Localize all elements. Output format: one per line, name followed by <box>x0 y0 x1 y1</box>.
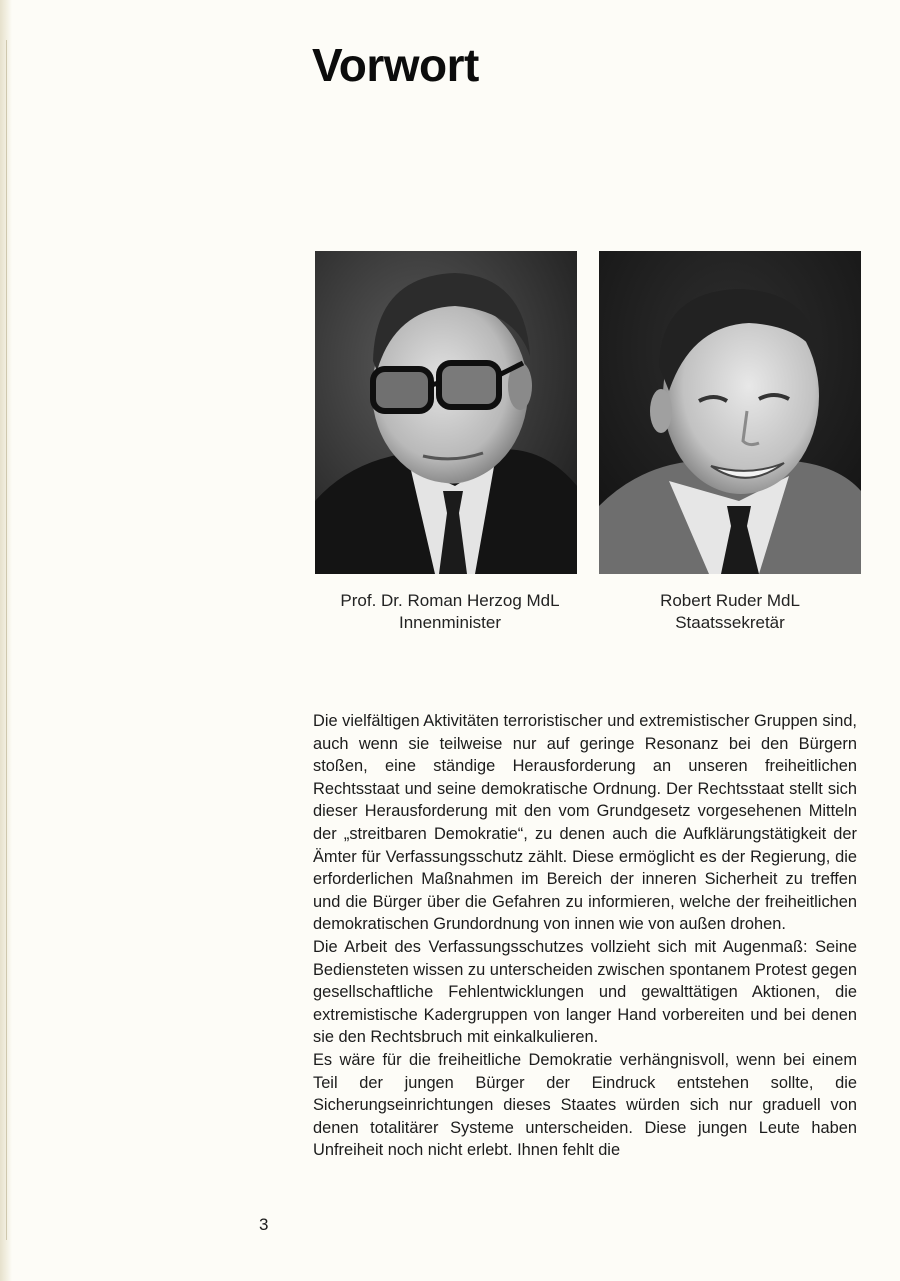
portrait-role: Innenminister <box>398 613 502 632</box>
paragraph: Die vielfältigen Aktivitäten terroristischer und extremistischer Gruppen sind, auch wenn sie teilweise nur auf geringe Resonanz bei den Bürgern stoßen, eine ständige Herausforderung an unseren freiheitlichen Rechtsstaat und seine demokratische Ordnung. Der Rechtsstaat stellt sich dieser Herausforderung mit den vom Grundgesetz vorgesehenen Mitteln der „streitbaren Demokratie“, zu denen auch die Aufklärungstätigkeit der Ämter für Verfassungsschutz zählt. Diese ermöglicht es der Regierung, die erforderlichen Maßnahmen im Bereich der inneren Sicherheit zu treffen und die Bürger über die Gefahren zu informieren, welche der freiheitlichen demokratischen Grundordnung von innen wie von außen drohen. <box>313 712 857 934</box>
page-title: Vorwort <box>312 39 479 91</box>
paragraph: Es wäre für die freiheitliche Demokratie verhängnisvoll, wenn bei einem Teil der jungen Bürger der Eindruck entstehen sollte, die Sicherungseinrichtungen dieses Staates würden sich nur graduell von denen totalitärer Systeme unterscheiden. Diese jungen Leute haben Unfreiheit noch nicht erlebt. Ihnen fehlt die <box>313 1050 857 1160</box>
page-number: 3 <box>259 1215 269 1234</box>
paragraph: Die Arbeit des Verfassungsschutzes vollzieht sich mit Augenmaß: Seine Bediensteten wissen zu unterscheiden zwischen spontanem Protest gegen gesellschaftliche Fehlentwicklungen und gewalttätigen Aktionen, die extremistische Kadergruppen von langer Hand vorbereiten und bei denen sie den Rechtsbruch mit einkalkulieren. <box>313 937 857 1047</box>
portrait-photo-ruder <box>599 251 861 574</box>
portrait-photo-herzog <box>315 251 577 574</box>
portrait-role: Staatssekretär <box>675 613 785 632</box>
portrait-caption-ruder <box>590 590 870 634</box>
portrait-name: Prof. Dr. Roman Herzog MdL <box>340 591 560 610</box>
binding-edge <box>6 40 7 1240</box>
foreword-text <box>313 710 857 1162</box>
portrait-caption-herzog <box>300 590 600 634</box>
portrait-name: Robert Ruder MdL <box>660 591 800 610</box>
